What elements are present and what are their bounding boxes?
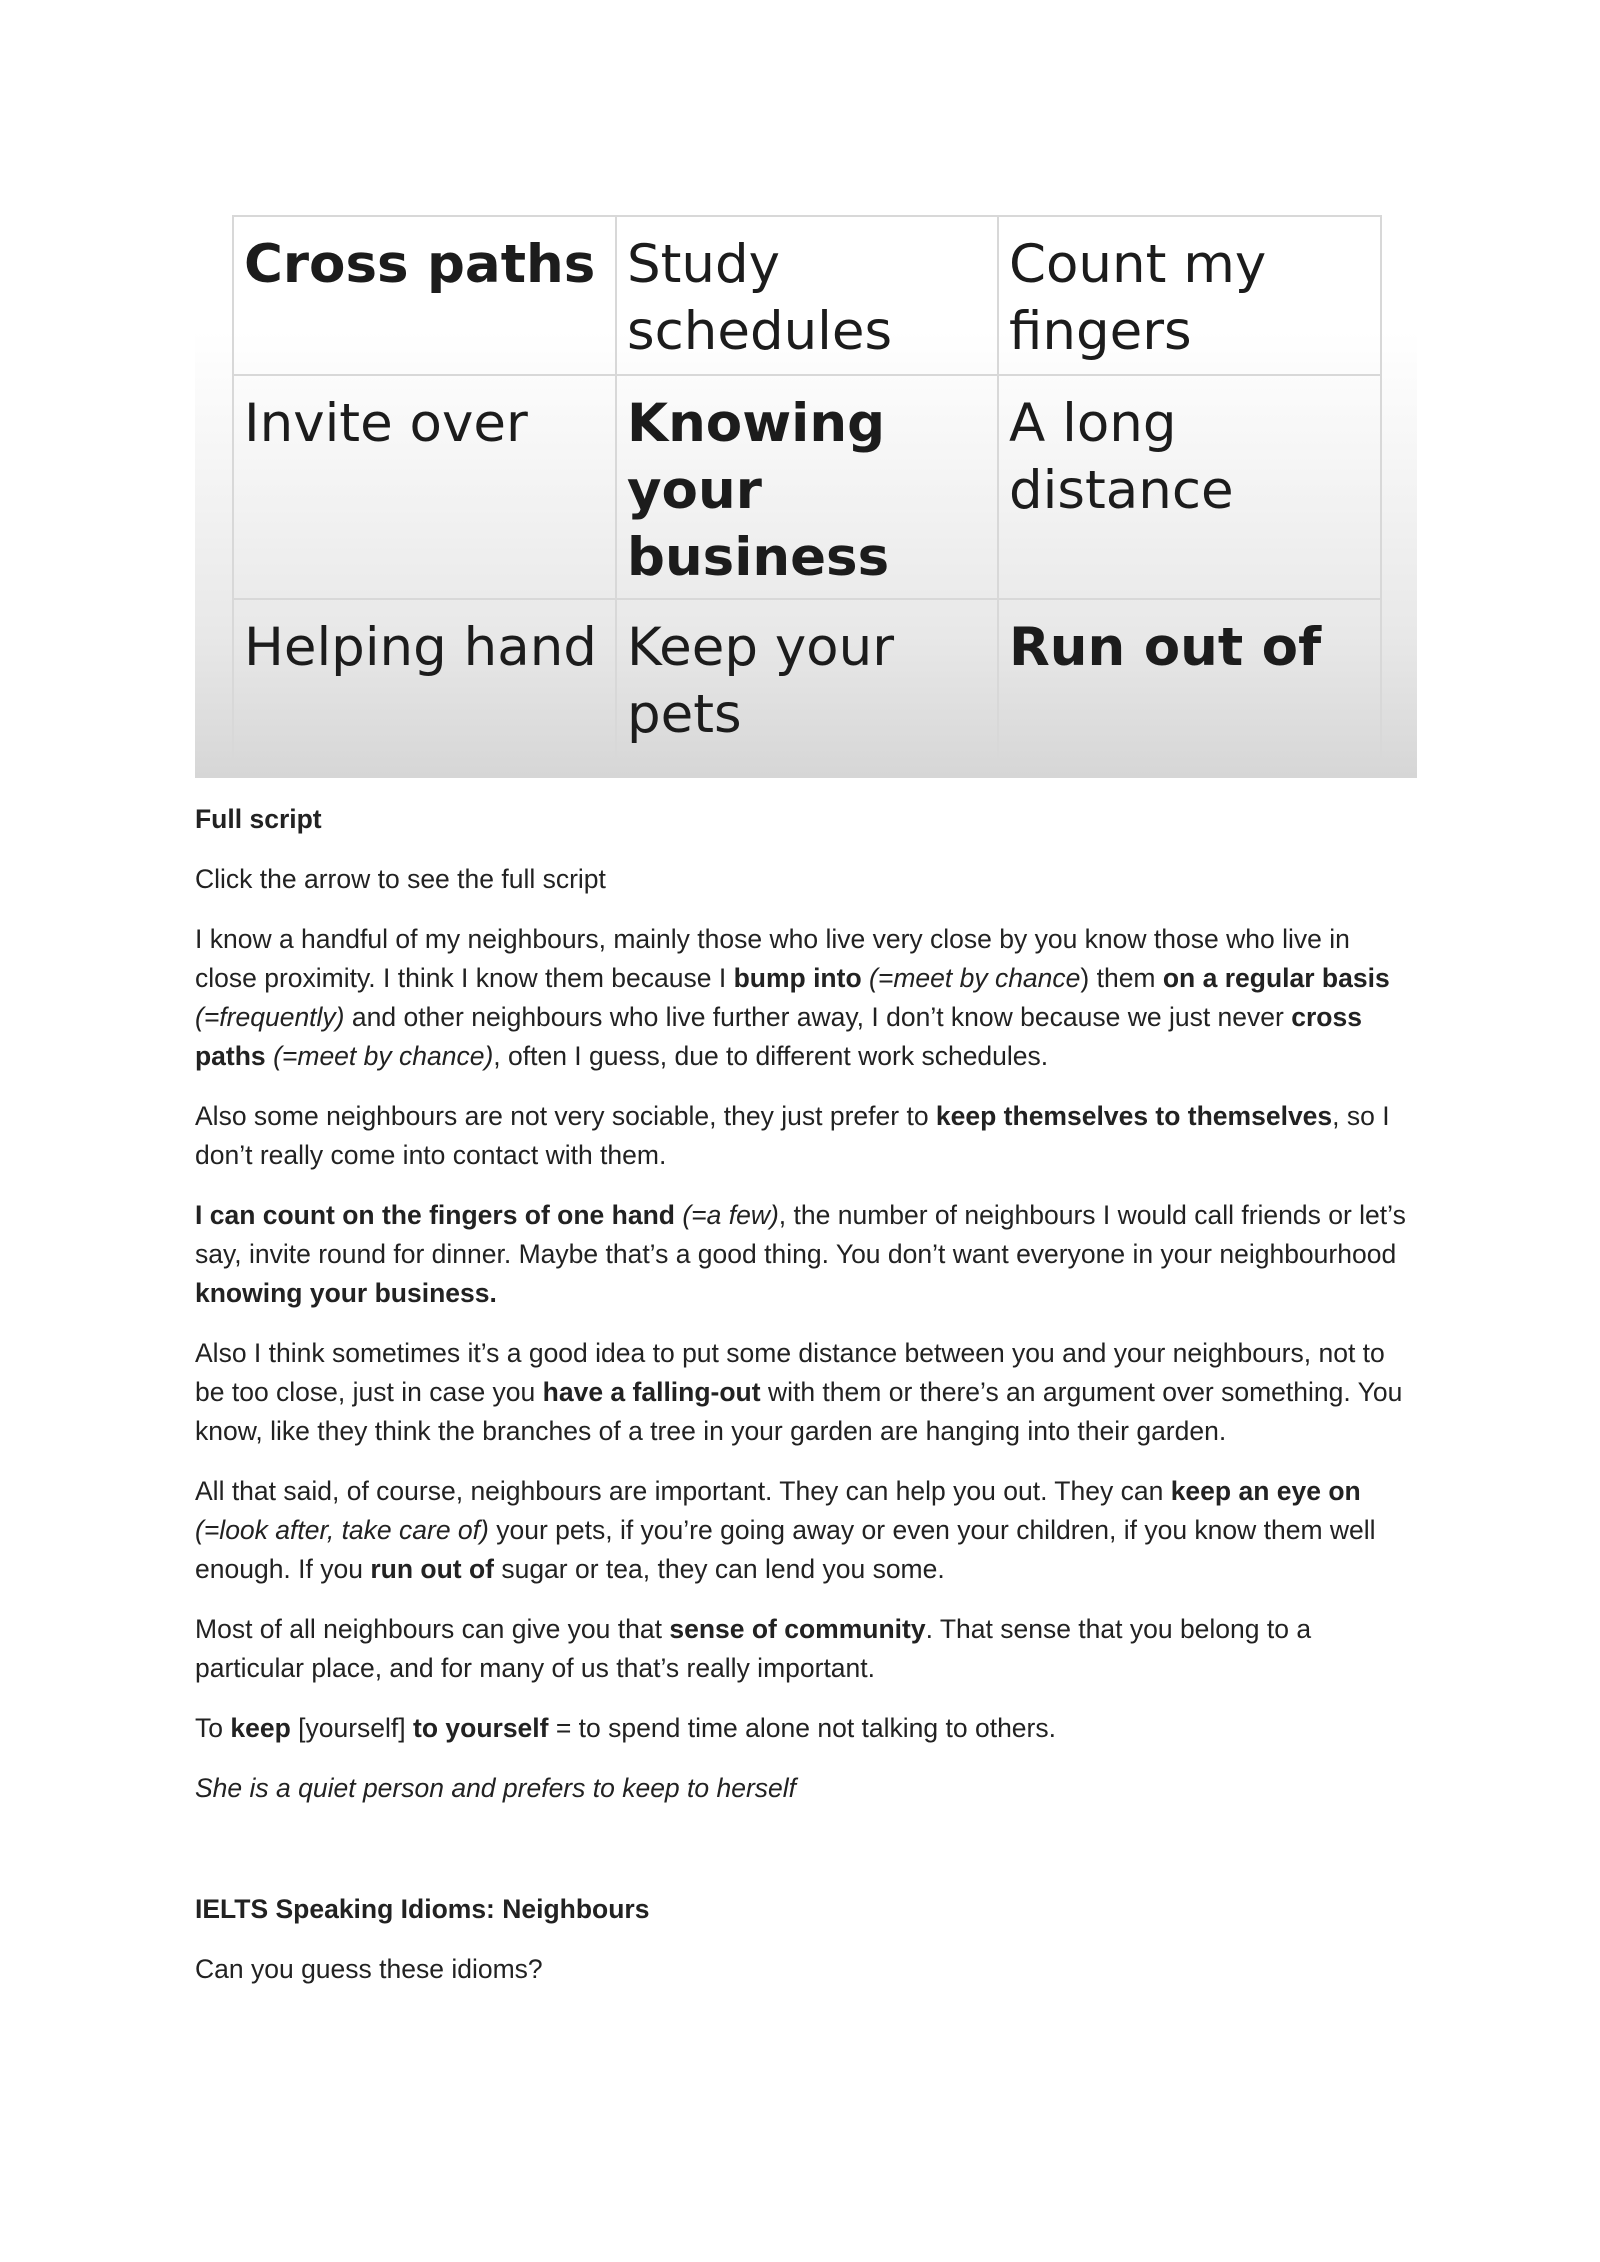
grid-cell: Run out of [998,599,1381,761]
text-run: and other neighbours who live further away, I don’t know because we just never [344,1002,1292,1032]
text-run: , the number of neighbours I would call friends or let’s say, invite round for dinner. Maybe that’s a good thing. You don’t want everyone in your neighbourhood [195,1200,1406,1269]
idiom-grid [232,215,1382,762]
text-run: Most of all neighbours can give you that [195,1614,670,1644]
idiom-keep: keep [230,1713,291,1743]
section-title: IELTS Speaking Idioms: Neighbours [195,1894,650,1924]
paragraph-5 [195,1472,1415,1589]
grid-cell: Knowing your business [616,375,998,599]
grid-cell: Count my fingers [998,216,1381,375]
idiom-sense-of-community: sense of community [669,1614,926,1644]
grid-cell: Helping hand [233,599,616,761]
grid-row [233,375,1381,599]
script-heading: Full script [195,804,322,834]
text-run: with them or there’s an argument over something. You know, like they think the branches of a tree in your garden are hanging into their garden. [195,1377,1403,1446]
script-instruction: Click the arrow to see the full script [195,864,606,894]
text-run: your pets, if you’re going away or even your children, if you know them well enough. If you [195,1515,1376,1584]
paragraph-7 [195,1709,1415,1748]
paragraph-2 [195,1097,1415,1175]
text-run: , so I don’t really come into contact with them. [195,1101,1390,1170]
text-run [266,1041,273,1071]
definition: (=meet by chance) [273,1041,494,1071]
grid-row [233,216,1381,375]
idiom-grid-image [195,205,1417,778]
text-run: [yourself] [290,1713,414,1743]
idiom-falling-out: have a falling-out [542,1377,761,1407]
idiom-count-fingers: I can count on the fingers of one hand [195,1200,675,1230]
definition: (=meet by chance [869,963,1081,993]
grid-cell: Cross paths [233,216,616,375]
spacer [195,1829,1415,1890]
paragraph-3 [195,1196,1415,1313]
idiom-regular-basis: on a regular basis [1162,963,1390,993]
example-text: She is a quiet person and prefers to keep to herself [195,1773,797,1803]
idiom-bump-into: bump into [733,963,862,993]
text-run: , often I guess, due to different work schedules. [493,1041,1049,1071]
text-run: Also I think sometimes it’s a good idea to put some distance between you and your neighbours, not to be too close, just in case you [195,1338,1385,1407]
text-run: = to spend time alone not talking to others. [548,1713,1056,1743]
definition: (=a few) [682,1200,779,1230]
idiom-keep-eye-on: keep an eye on [1170,1476,1361,1506]
text-run: ) them [1080,963,1163,993]
text-run [862,963,869,993]
text-run: Also some neighbours are not very sociable, they just prefer to [195,1101,936,1131]
text-run: I know a handful of my neighbours, mainly those who live very close by you know those who live in close proximity. I think I know them because I [195,924,1350,993]
idiom-cross-paths: cross paths [195,1002,1362,1071]
grid-cell: Invite over [233,375,616,599]
idiom-run-out-of: run out of [370,1554,494,1584]
grid-cell: Study schedules [616,216,998,375]
paragraph-1 [195,920,1415,1076]
idiom-knowing-business: knowing your business. [195,1278,497,1308]
definition: (=look after, take care of) [195,1515,489,1545]
text-run: All that said, of course, neighbours are important. They can help you out. They can [195,1476,1171,1506]
grid-cell: Keep your pets [616,599,998,761]
grid-row [233,599,1381,761]
paragraph-4 [195,1334,1415,1451]
text-run: sugar or tea, they can lend you some. [493,1554,945,1584]
idiom-to-yourself: to yourself [413,1713,549,1743]
example-sentence [195,1769,1415,1808]
text-run: . That sense that you belong to a particular place, and for many of us that’s really important. [195,1614,1312,1683]
paragraph-6 [195,1610,1415,1688]
text-run: To [195,1713,231,1743]
idiom-keep-themselves: keep themselves to themselves [935,1101,1333,1131]
definition: (=frequently) [195,1002,345,1032]
script-body [195,800,1415,2010]
question: Can you guess these idioms? [195,1954,543,1984]
grid-cell: A long distance [998,375,1381,599]
